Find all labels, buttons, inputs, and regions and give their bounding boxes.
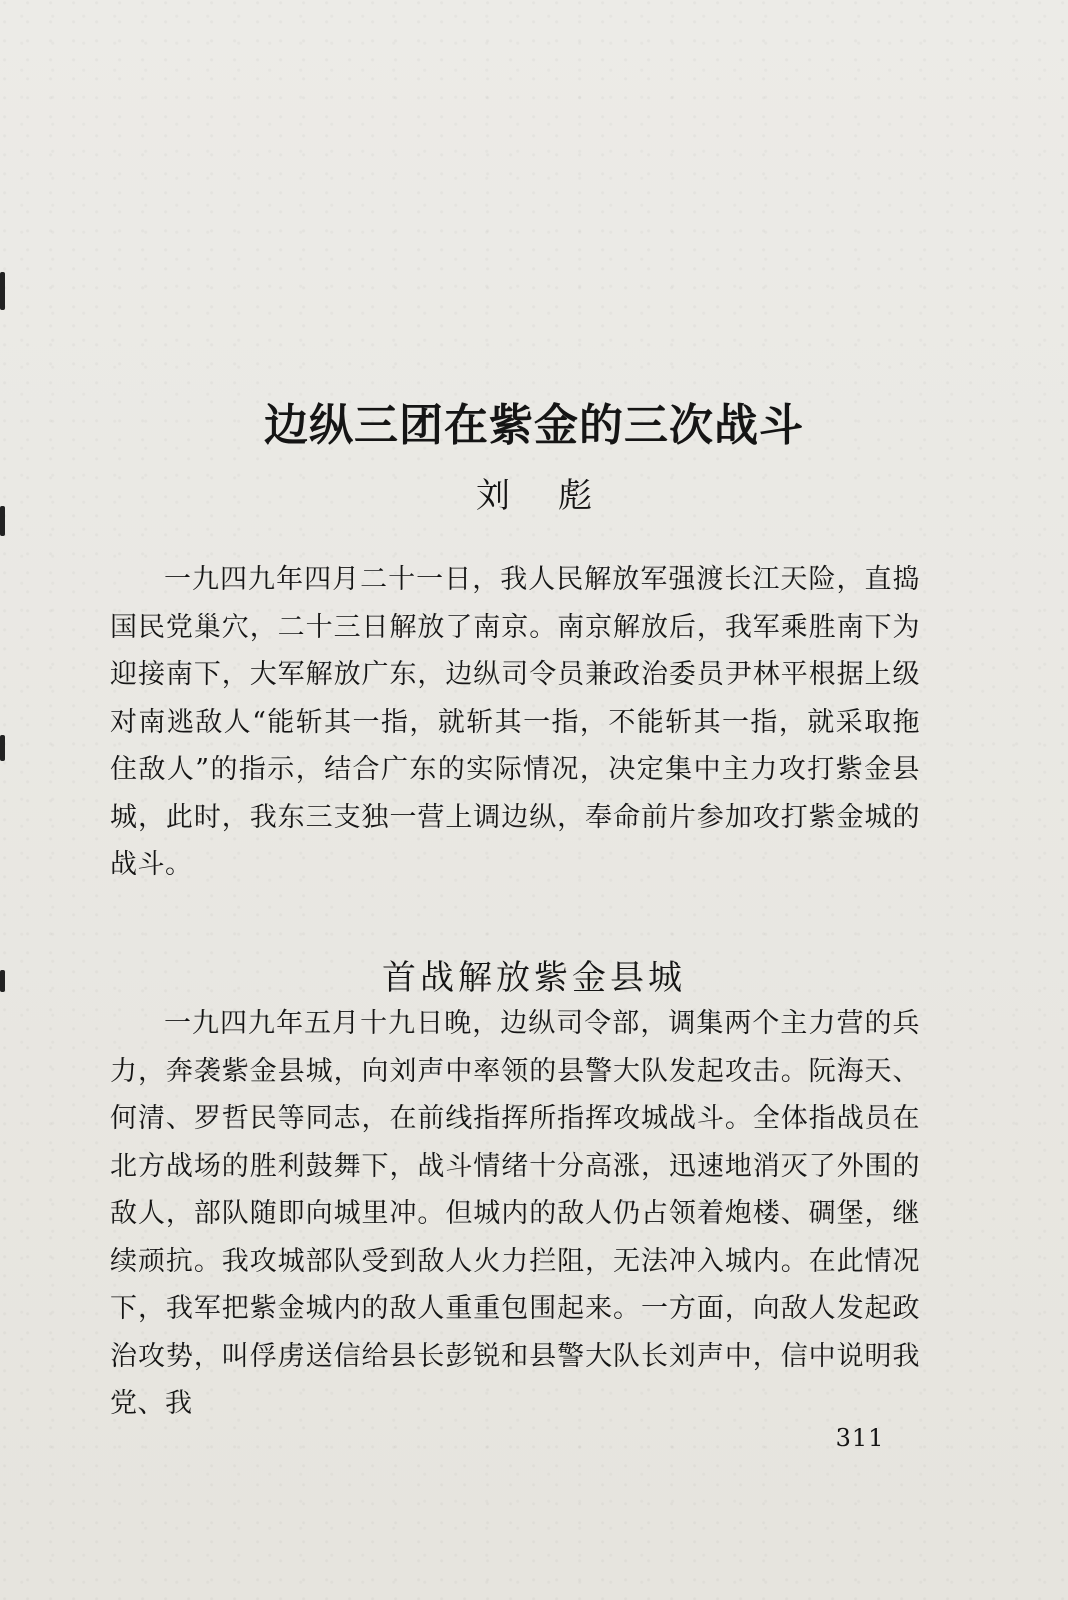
scan-edge-mark <box>0 272 5 310</box>
section-title: 首战解放紫金县城 <box>382 958 686 999</box>
page-number: 311 <box>835 1424 885 1452</box>
article-author: 刘彪 <box>476 476 640 516</box>
body-paragraph-2: 一九四九年五月十九日晚，边纵司令部，调集两个主力营的兵力，奔袭紫金县城，向刘声中率领的县警大队发起攻击。阮海天、何清、罗哲民等同志，在前线指挥所指挥攻城战斗。全体指战员在北方战场的胜利鼓舞下，战斗情绪十分高涨，迅速地消灭了外围的敌人，部队随即向城里冲。但城内的敌人仍占领着炮楼、碉堡，继续顽抗。我攻城部队受到敌人火力拦阻，无法冲入城内。在此情况下，我军把紫金城内的敌人重重包围起来。一方面，向敌人发起政治攻势，叫俘虏送信给县长彭锐和县警大队长刘声中，信中说明我党、我 <box>110 1008 920 1419</box>
body-paragraph-1: 一九四九年四月二十一日，我人民解放军强渡长江天险，直捣国民党巢穴，二十三日解放了南京。南京解放后，我军乘胜南下为迎接南下，大军解放广东，边纵司令员兼政治委员尹林平根据上级对南逃敌人“能斩其一指，就斩其一指，不能斩其一指，就采取拖住敌人”的指示，结合广东的实际情况，决定集中主力攻打紫金县城，此时，我东三支独一营上调边纵，奉命前片参加攻打紫金城的战斗。 <box>110 564 920 880</box>
scan-edge-mark <box>0 735 5 761</box>
article-title: 边纵三团在紫金的三次战斗 <box>264 400 804 452</box>
